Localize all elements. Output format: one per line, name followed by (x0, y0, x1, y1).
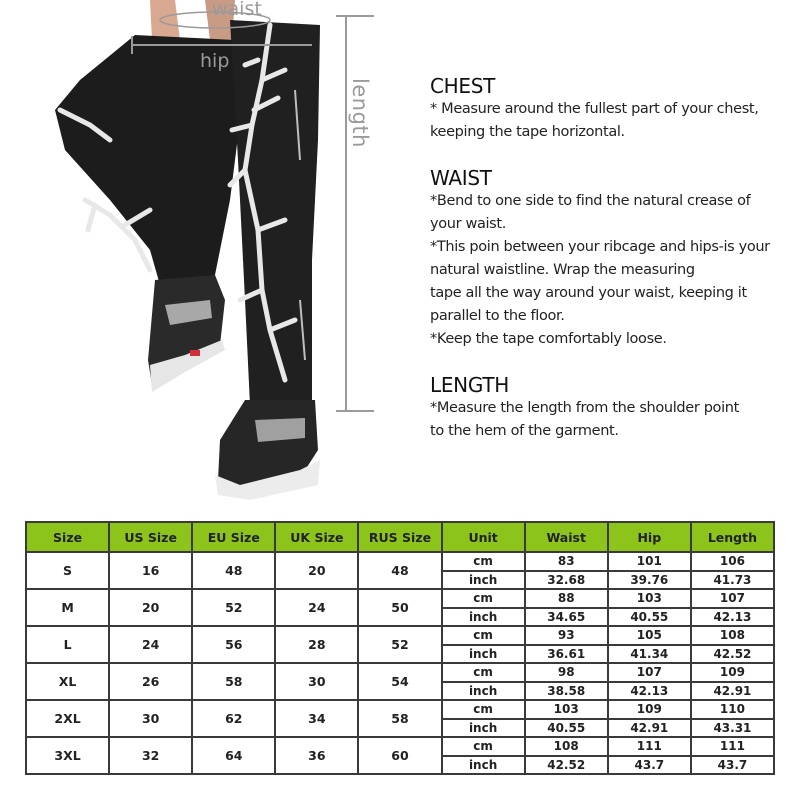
header-eu-size: EU Size (192, 522, 275, 552)
waist-line: *Bend to one side to find the natural crease of (430, 193, 751, 209)
cell-size: S (26, 552, 109, 589)
cell-unit: cm (442, 700, 525, 719)
cell-eu: 64 (192, 737, 275, 774)
cell-size: 3XL (26, 737, 109, 774)
cell-unit: inch (442, 645, 525, 664)
size-chart-table (25, 521, 775, 775)
waist-line: *Keep the tape comfortably loose. (430, 331, 667, 347)
table-header-row (26, 522, 774, 552)
cell-hip: 42.91 (608, 719, 691, 738)
cell-rus: 48 (358, 552, 441, 589)
cell-hip: 39.76 (608, 571, 691, 590)
header-size: Size (26, 522, 109, 552)
table-row (26, 700, 774, 719)
table-row (26, 552, 774, 571)
cell-length: 42.91 (691, 682, 774, 701)
cell-size: 2XL (26, 700, 109, 737)
cell-waist: 88 (525, 589, 608, 608)
header-uk-size: UK Size (275, 522, 358, 552)
cell-waist: 34.65 (525, 608, 608, 627)
cell-unit: cm (442, 552, 525, 571)
chest-section (430, 74, 800, 144)
cell-eu: 52 (192, 589, 275, 626)
cell-waist: 32.68 (525, 571, 608, 590)
waist-line: tape all the way around your waist, keeping it (430, 285, 747, 301)
cell-unit: inch (442, 608, 525, 627)
waist-guide-label: waist (212, 0, 262, 20)
cell-uk: 24 (275, 589, 358, 626)
table-row (26, 626, 774, 645)
cell-length: 109 (691, 663, 774, 682)
cell-length: 42.13 (691, 608, 774, 627)
cell-hip: 109 (608, 700, 691, 719)
cell-hip: 111 (608, 737, 691, 756)
header-unit: Unit (442, 522, 525, 552)
cell-unit: cm (442, 737, 525, 756)
header-length: Length (691, 522, 774, 552)
table-row (26, 663, 774, 682)
cell-uk: 28 (275, 626, 358, 663)
length-title: LENGTH (430, 373, 509, 397)
cell-waist: 108 (525, 737, 608, 756)
cell-unit: cm (442, 589, 525, 608)
cell-waist: 38.58 (525, 682, 608, 701)
cell-waist: 42.52 (525, 756, 608, 775)
chest-title: CHEST (430, 74, 496, 98)
cell-eu: 58 (192, 663, 275, 700)
waist-line: your waist. (430, 216, 506, 232)
cell-length: 43.31 (691, 719, 774, 738)
cell-length: 110 (691, 700, 774, 719)
cell-hip: 43.7 (608, 756, 691, 775)
cell-hip: 40.55 (608, 608, 691, 627)
cell-eu: 56 (192, 626, 275, 663)
pants-illustration (0, 0, 400, 505)
cell-size: XL (26, 663, 109, 700)
cell-waist: 83 (525, 552, 608, 571)
table-row (26, 737, 774, 756)
chest-line: keeping the tape horizontal. (430, 124, 625, 140)
cell-rus: 60 (358, 737, 441, 774)
cell-us: 24 (109, 626, 192, 663)
cell-rus: 52 (358, 626, 441, 663)
cell-us: 20 (109, 589, 192, 626)
cell-hip: 103 (608, 589, 691, 608)
cell-unit: inch (442, 719, 525, 738)
cell-length: 107 (691, 589, 774, 608)
waist-section (430, 166, 800, 351)
cell-length: 108 (691, 626, 774, 645)
waist-line: natural waistline. Wrap the measuring (430, 262, 695, 278)
length-section (430, 373, 800, 443)
cell-unit: inch (442, 756, 525, 775)
cell-rus: 54 (358, 663, 441, 700)
cell-waist: 93 (525, 626, 608, 645)
cell-waist: 36.61 (525, 645, 608, 664)
cell-us: 26 (109, 663, 192, 700)
header-waist: Waist (525, 522, 608, 552)
waist-line: *This poin between your ribcage and hips-is your (430, 239, 770, 255)
cell-hip: 101 (608, 552, 691, 571)
cell-length: 43.7 (691, 756, 774, 775)
cell-waist: 103 (525, 700, 608, 719)
cell-size: L (26, 626, 109, 663)
cell-uk: 30 (275, 663, 358, 700)
cell-length: 42.52 (691, 645, 774, 664)
cell-uk: 34 (275, 700, 358, 737)
cell-hip: 42.13 (608, 682, 691, 701)
cell-unit: cm (442, 663, 525, 682)
cell-unit: inch (442, 571, 525, 590)
cell-length: 106 (691, 552, 774, 571)
chest-line: * Measure around the fullest part of your chest, (430, 101, 759, 117)
length-line: *Measure the length from the shoulder point (430, 400, 739, 416)
cell-hip: 107 (608, 663, 691, 682)
cell-us: 16 (109, 552, 192, 589)
cell-hip: 41.34 (608, 645, 691, 664)
header-hip: Hip (608, 522, 691, 552)
header-us-size: US Size (109, 522, 192, 552)
cell-us: 30 (109, 700, 192, 737)
cell-us: 32 (109, 737, 192, 774)
measurement-instructions (430, 74, 800, 465)
cell-rus: 50 (358, 589, 441, 626)
length-guide-label: length (348, 78, 372, 148)
cell-uk: 36 (275, 737, 358, 774)
cell-size: M (26, 589, 109, 626)
cell-rus: 58 (358, 700, 441, 737)
length-line: to the hem of the garment. (430, 423, 619, 439)
cell-waist: 98 (525, 663, 608, 682)
cell-waist: 40.55 (525, 719, 608, 738)
cell-hip: 105 (608, 626, 691, 645)
product-photo (0, 0, 400, 505)
cell-eu: 48 (192, 552, 275, 589)
waist-line: parallel to the floor. (430, 308, 565, 324)
hip-guide-label: hip (200, 50, 230, 72)
header-rus-size: RUS Size (358, 522, 441, 552)
cell-length: 111 (691, 737, 774, 756)
waist-title: WAIST (430, 166, 492, 190)
cell-uk: 20 (275, 552, 358, 589)
table-row (26, 589, 774, 608)
cell-unit: cm (442, 626, 525, 645)
cell-length: 41.73 (691, 571, 774, 590)
cell-unit: inch (442, 682, 525, 701)
cell-eu: 62 (192, 700, 275, 737)
